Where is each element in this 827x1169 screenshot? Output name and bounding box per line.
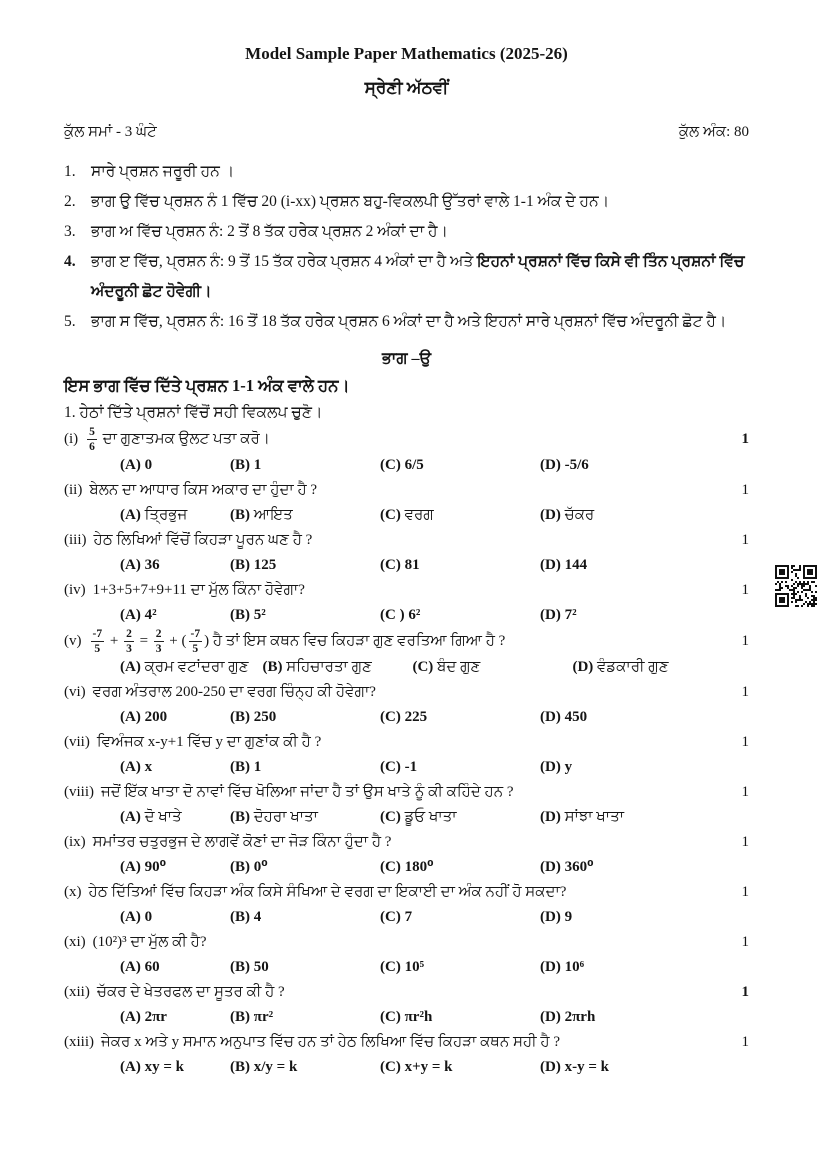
option-item xyxy=(120,655,248,680)
options-row xyxy=(64,755,749,780)
option-item xyxy=(230,855,366,880)
option-label: (C) xyxy=(380,457,401,474)
fraction-denominator: 3 xyxy=(126,643,132,656)
option-item xyxy=(120,855,216,880)
options-row xyxy=(64,705,749,730)
option-label: (C) xyxy=(380,759,401,776)
option-label: (C) xyxy=(380,1059,401,1076)
option-label: (B) xyxy=(230,709,250,726)
question-row xyxy=(64,528,749,553)
option-item xyxy=(380,453,526,478)
question-number: (i) xyxy=(64,431,79,448)
meta-row xyxy=(64,122,749,142)
option-value: 180⁰ xyxy=(404,859,434,876)
question-text-part: ਵਿਅੰਜਕ x-y+1 ਵਿੱਚ y ਦਾ ਗੁਣਾਂਕ ਕੀ ਹੈ ? xyxy=(96,734,322,751)
instruction-text-part: ਸਾਰੇ ਪ੍ਰਸ਼ਨ ਜਰੂਰੀ ਹਨ । xyxy=(91,163,235,180)
option-label: (D) xyxy=(540,859,561,876)
question-text xyxy=(89,880,728,905)
option-value: 90⁰ xyxy=(144,859,167,876)
option-value: x/y = k xyxy=(253,1059,298,1076)
question-text xyxy=(93,930,727,955)
option-item xyxy=(120,805,216,830)
total-marks: ਕੁੱਲ ਅੰਕ: 80 xyxy=(678,124,749,140)
question-text-part: ਹੇਠ ਦਿੱਤਿਆਂ ਵਿੱਚ ਕਿਹੜਾ ਅੰਕ ਕਿਸੇ ਸੰਖਿਆ ਦੇ ਵਰਗ ਦਾ ਇਕਾਈ ਦਾ ਅੰਕ ਨਹੀਂ ਹੋ ਸਕਦਾ? xyxy=(88,884,567,901)
option-value: 450 xyxy=(564,709,588,726)
option-value: 125 xyxy=(253,557,277,574)
instruction-text-part: ਇਹਨਾਂ ਪ੍ਰਸ਼ਨਾਂ ਵਿੱਚ ਕਿਸੇ ਵੀ ਤਿੰਨ ਪ੍ਰਸ਼ਨਾਂ ਵਿੱਚ ਅੰਦਰੂਨੀ ਛੋਟ ਹੋਵੇਗੀ। xyxy=(91,253,745,300)
instruction-text xyxy=(91,187,749,217)
question-row xyxy=(64,426,749,453)
option-item xyxy=(540,503,594,528)
option-item xyxy=(540,1005,595,1030)
question-row xyxy=(64,930,749,955)
question-number: (iii) xyxy=(64,532,87,549)
option-item xyxy=(540,805,624,830)
instruction-number: 5. xyxy=(64,313,76,330)
option-label: (C) xyxy=(412,659,434,676)
option-item xyxy=(540,553,587,578)
question-marks: 1 xyxy=(741,784,749,801)
option-label: (D) xyxy=(540,709,561,726)
page-title: Model Sample Paper Mathematics (2025-26) xyxy=(245,44,568,63)
question-block xyxy=(64,578,749,628)
fraction xyxy=(124,628,134,655)
question-block xyxy=(64,478,749,528)
question-block xyxy=(64,628,749,680)
option-label: (D) xyxy=(540,1009,561,1026)
total-time: ਕੁੱਲ ਸਮਾਂ - 3 ਘੰਟੇ xyxy=(64,124,157,140)
option-label: (D) xyxy=(540,959,561,976)
qr-code xyxy=(775,565,817,607)
option-item xyxy=(230,755,366,780)
question-text xyxy=(93,680,727,705)
option-item xyxy=(380,705,526,730)
option-item xyxy=(120,955,216,980)
question-text-part: ਹੇਠ ਲਿਖਿਆਂ ਵਿੱਚੋਂ ਕਿਹੜਾ ਪੂਰਨ ਘਣ ਹੈ ? xyxy=(93,532,313,549)
option-label: (B) xyxy=(230,959,250,976)
option-label: (B) xyxy=(230,1009,250,1026)
question-marks: 1 xyxy=(741,984,749,1001)
option-value: 0 xyxy=(144,457,153,474)
option-label: (C) xyxy=(380,859,401,876)
option-item xyxy=(380,955,526,980)
option-value: -1 xyxy=(404,759,418,776)
option-value: 0⁰ xyxy=(253,859,268,876)
options-row xyxy=(64,1055,749,1080)
question-marks: 1 xyxy=(741,734,749,751)
instruction-text-part: ਭਾਗ ਸ ਵਿੱਚ, ਪ੍ਰਸ਼ਨ ਨੰ: 16 ਤੋਂ 18 ਤੱਕ ਹਰੇਕ ਪ੍ਰਸ਼ਨ 6 ਅੰਕਾਂ ਦਾ ਹੈ ਅਤੇ ਇਹਨਾਂ ਸਾਰੇ ਪ੍ਰਸ਼ਨਾਂ ਵਿੱਚ ਅੰਦਰੂਨੀ ਛੋਟ ਹੈ। xyxy=(91,313,727,330)
question-marks: 1 xyxy=(741,1034,749,1051)
option-label: (A) xyxy=(120,759,141,776)
question-text xyxy=(94,528,728,553)
option-item xyxy=(540,453,589,478)
option-label: (C ) xyxy=(380,607,405,624)
option-value: πr² xyxy=(253,1009,274,1026)
option-label: (D) xyxy=(540,809,561,826)
option-value: ਵਰਗ xyxy=(404,507,434,524)
question-number: (xi) xyxy=(64,934,86,951)
fraction xyxy=(154,628,164,655)
question-text-part: ਬੇਲਨ ਦਾ ਆਧਾਰ ਕਿਸ ਅਕਾਰ ਦਾ ਹੁੰਦਾ ਹੈ ? xyxy=(89,482,318,499)
options-row xyxy=(64,955,749,980)
question-text xyxy=(97,730,727,755)
option-label: (A) xyxy=(120,809,141,826)
instruction-text xyxy=(91,217,749,247)
fraction-denominator: 3 xyxy=(155,643,162,656)
question-marks: 1 xyxy=(741,934,749,951)
option-item xyxy=(230,503,366,528)
option-value: ਦੋਹਰਾ ਖਾਤਾ xyxy=(253,809,318,826)
option-value: 200 xyxy=(144,709,168,726)
option-label: (B) xyxy=(230,759,250,776)
question-row xyxy=(64,780,749,805)
question-block xyxy=(64,830,749,880)
fraction-numerator: 2 xyxy=(154,628,164,642)
option-value: 144 xyxy=(564,557,588,574)
question-block xyxy=(64,528,749,578)
option-item xyxy=(380,805,526,830)
option-label: (B) xyxy=(230,1059,250,1076)
option-item xyxy=(540,855,594,880)
option-label: (B) xyxy=(230,557,250,574)
instruction-item xyxy=(64,307,749,337)
question-row xyxy=(64,478,749,503)
option-value: ਬੰਦ ਗੁਣ xyxy=(437,659,481,676)
question-marks: 1 xyxy=(741,582,749,599)
fraction-denominator: 5 xyxy=(94,643,101,656)
option-item xyxy=(120,705,216,730)
instruction-number: 4. xyxy=(64,253,76,270)
fraction-denominator: 6 xyxy=(89,441,95,454)
option-label: (D) xyxy=(540,557,561,574)
option-label: (D) xyxy=(540,909,561,926)
option-label: (B) xyxy=(230,809,250,826)
question-block xyxy=(64,930,749,980)
option-item xyxy=(230,805,366,830)
option-value: 1 xyxy=(253,457,262,474)
option-value: 1 xyxy=(253,759,262,776)
option-item xyxy=(540,1055,609,1080)
option-value: ਤ੍ਰਿਭੁਜ xyxy=(144,507,188,524)
instruction-item xyxy=(64,187,749,217)
question-row xyxy=(64,628,749,655)
question-row xyxy=(64,680,749,705)
option-item xyxy=(230,705,366,730)
question-row xyxy=(64,880,749,905)
option-label: (D) xyxy=(540,759,561,776)
option-item xyxy=(120,905,216,930)
option-item xyxy=(380,905,526,930)
instruction-text-part: ਭਾਗ ਅ ਵਿੱਚ ਪ੍ਰਸ਼ਨ ਨੰ: 2 ਤੋਂ 8 ਤੱਕ ਹਰੇਕ ਪ੍ਰਸ਼ਨ 2 ਅੰਕਾਂ ਦਾ ਹੈ। xyxy=(91,223,448,240)
question-text-part: ) ਹੈ ਤਾਂ ਇਸ ਕਥਨ ਵਿਚ ਕਿਹੜਾ ਗੁਣ ਵਰਤਿਆ ਗਿਆ ਹੈ ? xyxy=(204,633,506,650)
part-heading: ਭਾਗ –ਉ xyxy=(381,350,432,367)
fraction-numerator: -7 xyxy=(91,628,105,642)
option-item xyxy=(540,905,572,930)
option-value: 360⁰ xyxy=(564,859,594,876)
option-item xyxy=(230,553,366,578)
option-label: (A) xyxy=(120,557,141,574)
question-marks: 1 xyxy=(741,834,749,851)
option-label: (A) xyxy=(120,659,141,676)
option-label: (A) xyxy=(120,959,141,976)
question-row xyxy=(64,830,749,855)
question-block xyxy=(64,980,749,1030)
option-value: ਆਇਤ xyxy=(253,507,293,524)
option-value: 36 xyxy=(144,557,160,574)
question-block xyxy=(64,730,749,780)
option-label: (C) xyxy=(380,909,401,926)
option-value: x+y = k xyxy=(404,1059,453,1076)
instruction-item xyxy=(64,247,749,307)
fraction-numerator: 5 xyxy=(87,426,97,440)
option-item xyxy=(230,1055,366,1080)
option-label: (B) xyxy=(230,607,250,624)
option-item xyxy=(380,855,526,880)
option-item xyxy=(120,553,216,578)
class-heading: ਸ੍ਰੇਣੀ ਅੱਠਵੀਂ xyxy=(364,78,449,97)
option-label: (B) xyxy=(230,909,250,926)
question-number: (ii) xyxy=(64,482,83,499)
q1-intro: 1. ਹੇਠਾਂ ਦਿੱਤੇ ਪ੍ਰਸ਼ਨਾਂ ਵਿੱਚੋਂ ਸਹੀ ਵਿਕਲਪ ਚੁਣੋ। xyxy=(64,404,323,421)
question-row xyxy=(64,980,749,1005)
option-value: ਸਹਿਚਾਰਤਾ ਗੁਣ xyxy=(286,659,372,676)
question-block xyxy=(64,780,749,830)
option-value: 4² xyxy=(144,607,157,624)
question-number: (ix) xyxy=(64,834,86,851)
question-row xyxy=(64,1030,749,1055)
question-number: (vi) xyxy=(64,684,86,701)
option-item xyxy=(120,453,216,478)
fraction xyxy=(91,628,105,655)
option-label: (A) xyxy=(120,909,141,926)
option-value: ਦੋ ਖਾਤੇ xyxy=(144,809,182,826)
option-value: 50 xyxy=(253,959,269,976)
fraction-denominator: 5 xyxy=(192,643,199,656)
option-label: (A) xyxy=(120,607,141,624)
option-value: 2πrh xyxy=(564,1009,596,1026)
option-label: (B) xyxy=(230,859,250,876)
option-item xyxy=(572,655,668,680)
instruction-text-part: ਭਾਗ ਉ ਵਿੱਚ ਪ੍ਰਸ਼ਨ ਨੰ 1 ਵਿੱਚ 20 (i-xx) ਪ੍ਰਸ਼ਨ ਬਹੁ-ਵਿਕਲਪੀ ਉੱਤਰਾਂ ਵਾਲੇ 1-1 ਅੰਕ ਦੇ ਹਨ। xyxy=(91,193,610,210)
option-item xyxy=(120,1055,216,1080)
question-text xyxy=(93,830,727,855)
options-row xyxy=(64,855,749,880)
question-text-part: (10²)³ ਦਾ ਮੁੱਲ ਕੀ ਹੈ? xyxy=(92,934,207,951)
option-item xyxy=(120,503,216,528)
question-row xyxy=(64,578,749,603)
option-item xyxy=(380,503,526,528)
option-label: (D) xyxy=(540,1059,561,1076)
question-block xyxy=(64,680,749,730)
options-row xyxy=(64,503,749,528)
question-text-part: ਚੱਕਰ ਦੇ ਖੇਤਰਫਲ ਦਾ ਸੂਤਰ ਕੀ ਹੈ ? xyxy=(96,984,285,1001)
question-number: (v) xyxy=(64,633,82,650)
options-row xyxy=(64,603,749,628)
question-text-part: + xyxy=(106,633,123,650)
option-value: 6² xyxy=(408,607,421,624)
option-value: 225 xyxy=(404,709,428,726)
option-item xyxy=(380,755,526,780)
question-text xyxy=(101,1030,727,1055)
questions-list xyxy=(64,426,749,1080)
question-number: (xii) xyxy=(64,984,90,1001)
part-note: ਇਸ ਭਾਗ ਵਿੱਚ ਦਿੱਤੇ ਪ੍ਰਸ਼ਨ 1-1 ਅੰਕ ਵਾਲੇ ਹਨ। xyxy=(64,376,350,395)
option-item xyxy=(120,603,216,628)
option-item xyxy=(412,655,558,680)
option-value: 60 xyxy=(144,959,160,976)
option-value: 250 xyxy=(253,709,277,726)
option-label: (A) xyxy=(120,507,141,524)
instruction-item xyxy=(64,157,749,187)
option-value: 7² xyxy=(564,607,577,624)
option-label: (C) xyxy=(380,959,401,976)
question-text xyxy=(93,578,727,603)
option-item xyxy=(230,905,366,930)
instruction-text xyxy=(91,157,749,187)
option-item xyxy=(540,755,572,780)
option-label: (B) xyxy=(262,659,283,676)
options-row xyxy=(64,553,749,578)
option-label: (C) xyxy=(380,507,401,524)
option-value: x xyxy=(144,759,153,776)
option-label: (B) xyxy=(230,507,250,524)
option-item xyxy=(230,1005,366,1030)
question-text xyxy=(89,628,728,655)
question-marks: 1 xyxy=(741,532,749,549)
options-row xyxy=(64,905,749,930)
options-row xyxy=(64,655,749,680)
option-item xyxy=(540,955,584,980)
question-text xyxy=(101,780,727,805)
option-value: x-y = k xyxy=(564,1059,609,1076)
fraction xyxy=(189,628,203,655)
option-label: (A) xyxy=(120,457,141,474)
option-item xyxy=(380,553,526,578)
option-label: (C) xyxy=(380,557,401,574)
fraction-numerator: -7 xyxy=(189,628,203,642)
option-item xyxy=(230,603,366,628)
options-row xyxy=(64,1005,749,1030)
option-label: (A) xyxy=(120,859,141,876)
option-value: 0 xyxy=(144,909,153,926)
option-value: 2πr xyxy=(144,1009,167,1026)
option-item xyxy=(540,603,577,628)
option-value: 7 xyxy=(404,909,413,926)
option-value: y xyxy=(564,759,573,776)
question-marks: 1 xyxy=(741,633,749,650)
fraction-numerator: 2 xyxy=(124,628,134,642)
question-marks: 1 xyxy=(741,431,749,448)
question-marks: 1 xyxy=(741,684,749,701)
option-label: (C) xyxy=(380,1009,401,1026)
question-text xyxy=(85,426,727,453)
option-value: 81 xyxy=(404,557,420,574)
option-item xyxy=(540,705,587,730)
options-row xyxy=(64,805,749,830)
question-number: (viii) xyxy=(64,784,94,801)
question-number: (vii) xyxy=(64,734,90,751)
question-text xyxy=(97,980,727,1005)
question-block xyxy=(64,1030,749,1080)
option-label: (C) xyxy=(380,709,401,726)
option-label: (D) xyxy=(572,659,594,676)
option-label: (D) xyxy=(540,457,561,474)
option-value: xy = k xyxy=(144,1059,184,1076)
question-marks: 1 xyxy=(741,482,749,499)
option-value: ਚੱਕਰ xyxy=(564,507,595,524)
option-item xyxy=(120,1005,216,1030)
option-value: 10⁵ xyxy=(404,959,425,976)
option-label: (B) xyxy=(230,457,250,474)
option-value: 6/5 xyxy=(404,457,424,474)
option-value: ਵੰਡਕਾਰੀ ਗੁਣ xyxy=(597,659,669,676)
question-text-part: + ( xyxy=(165,633,187,650)
option-item xyxy=(230,955,366,980)
option-value: πr²h xyxy=(404,1009,433,1026)
option-item xyxy=(380,1005,526,1030)
option-item xyxy=(380,603,526,628)
option-value: ਸਾਂਝਾ ਖਾਤਾ xyxy=(564,809,624,826)
question-text-part: ਵਰਗ ਅੰਤਰਾਲ 200-250 ਦਾ ਵਰਗ ਚਿੰਨ੍ਹ ਕੀ ਹੋਵੇਗਾ? xyxy=(92,684,376,701)
instruction-item xyxy=(64,217,749,247)
instruction-number: 1. xyxy=(64,163,76,180)
question-number: (xiii) xyxy=(64,1034,94,1051)
instruction-text-part: ਭਾਗ ੲ ਵਿੱਚ, ਪ੍ਰਸ਼ਨ ਨੰ: 9 ਤੋਂ 15 ਤੱਕ ਹਰੇਕ ਪ੍ਰਸ਼ਨ 4 ਅੰਕਾਂ ਦਾ ਹੈ ਅਤੇ xyxy=(91,253,478,270)
question-row xyxy=(64,730,749,755)
question-text-part: ਜੇਕਰ x ਅਤੇ y ਸਮਾਨ ਅਨੁਪਾਤ ਵਿੱਚ ਹਨ ਤਾਂ ਹੇਠ ਲਿਖਿਆ ਵਿੱਚ ਕਿਹੜਾ ਕਥਨ ਸਹੀ ਹੈ ? xyxy=(101,1034,561,1051)
option-value: 10⁶ xyxy=(564,959,585,976)
question-marks: 1 xyxy=(741,884,749,901)
question-block xyxy=(64,880,749,930)
option-label: (D) xyxy=(540,607,561,624)
option-label: (A) xyxy=(120,709,141,726)
question-text-part: = xyxy=(135,633,152,650)
question-number: (iv) xyxy=(64,582,86,599)
instruction-number: 3. xyxy=(64,223,76,240)
option-label: (C) xyxy=(380,809,401,826)
instructions-list xyxy=(64,157,749,337)
option-value: ਡੂਓ ਖਾਤਾ xyxy=(404,809,457,826)
instruction-text xyxy=(91,247,749,307)
question-block xyxy=(64,426,749,478)
option-item xyxy=(262,655,398,680)
option-value: -5/6 xyxy=(564,457,589,474)
question-text-part: ਜਦੋਂ ਇੱਕ ਖਾਤਾ ਦੋ ਨਾਵਾਂ ਵਿੱਚ ਖੋਲਿਆ ਜਾਂਦਾ ਹੈ ਤਾਂ ਉਸ ਖਾਤੇ ਨੂੰ ਕੀ ਕਹਿੰਦੇ ਹਨ ? xyxy=(101,784,514,801)
question-text-part: ਦਾ ਗੁਣਾਤਮਕ ਉਲਟ ਪਤਾ ਕਰੋ। xyxy=(98,431,270,448)
fraction xyxy=(87,426,97,453)
option-value: 5² xyxy=(253,607,266,624)
option-value: ਕ੍ਰਮ ਵਟਾਂਦਰਾ ਗੁਣ xyxy=(144,659,249,676)
question-text-part: ਸਮਾਂਤਰ ਚਤੁਰਭੁਜ ਦੇ ਲਾਗਵੇਂ ਕੋਣਾਂ ਦਾ ਜੋੜ ਕਿੰਨਾ ਹੁੰਦਾ ਹੈ ? xyxy=(92,834,392,851)
option-item xyxy=(380,1055,526,1080)
option-value: 9 xyxy=(564,909,573,926)
instruction-text xyxy=(91,307,749,337)
option-label: (A) xyxy=(120,1009,141,1026)
option-value: 4 xyxy=(253,909,262,926)
options-row xyxy=(64,453,749,478)
option-label: (A) xyxy=(120,1059,141,1076)
option-item xyxy=(230,453,366,478)
question-text xyxy=(89,478,727,503)
option-item xyxy=(120,755,216,780)
option-label: (D) xyxy=(540,507,561,524)
instruction-number: 2. xyxy=(64,193,76,210)
question-text-part: 1+3+5+7+9+11 ਦਾ ਮੁੱਲ ਕਿੰਨਾ ਹੋਵੇਗਾ? xyxy=(92,582,305,599)
question-number: (x) xyxy=(64,884,82,901)
